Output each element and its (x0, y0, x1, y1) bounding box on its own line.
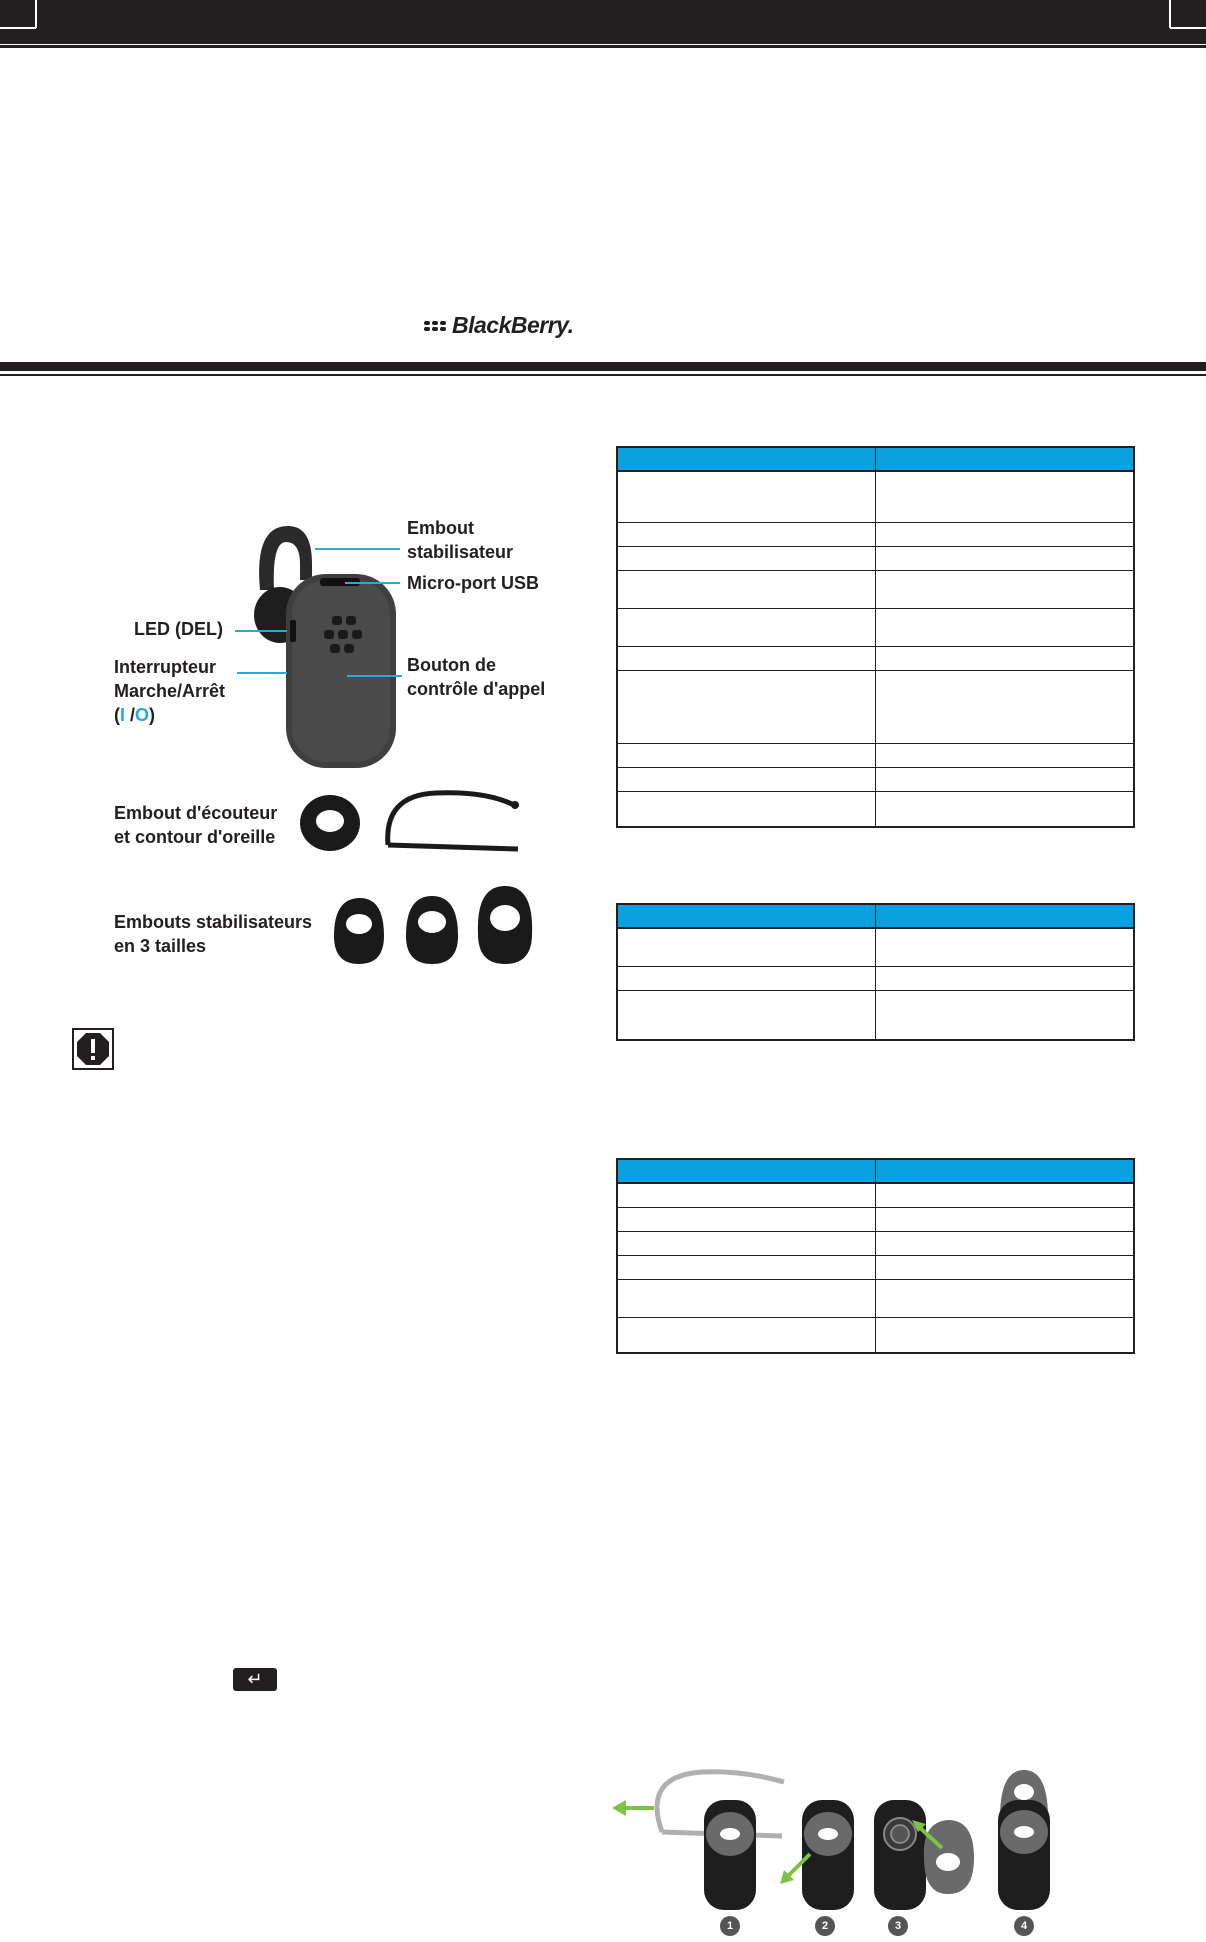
spec-table-2 (616, 903, 1135, 1041)
table-header-cell (876, 904, 1135, 928)
brand-name: BlackBerry. (452, 312, 574, 338)
table-row (617, 1255, 1134, 1279)
label-line: Marche/Arrêt (114, 681, 226, 701)
enter-key-icon: ↵ (233, 1668, 277, 1691)
crop-mark (1170, 27, 1206, 29)
crop-mark (1169, 0, 1171, 28)
table-row (617, 608, 1134, 646)
label-line: contrôle d'appel (407, 679, 546, 699)
step-number-2: 2 (815, 1916, 835, 1936)
crop-mark (0, 27, 36, 29)
label-line: en 3 tailles (114, 936, 207, 956)
table-row (617, 990, 1134, 1040)
section-rule (0, 374, 1206, 376)
table-row (617, 928, 1134, 966)
label-call-button (407, 653, 545, 701)
label-line: Embouts stabilisateurs (114, 912, 313, 932)
crop-mark (35, 0, 37, 28)
table-row (617, 743, 1134, 767)
table-header-cell (876, 1159, 1135, 1183)
label-earpiece (114, 801, 277, 849)
top-bar (0, 0, 1206, 44)
step-number-3: 3 (888, 1916, 908, 1936)
table-row (617, 522, 1134, 546)
table-row (617, 1279, 1134, 1317)
label-usb: Micro-port USB (407, 573, 539, 593)
power-symbols: (I /O) (114, 705, 156, 725)
table-header-cell (876, 447, 1135, 471)
headset-illustration (240, 520, 410, 770)
assembly-steps-illustration (612, 1762, 1062, 1912)
callout-led (235, 630, 287, 632)
label-led: LED (DEL) (134, 619, 223, 639)
label-line: Embout d'écouteur (114, 803, 278, 823)
stabilizer-tips-illustration (328, 884, 538, 966)
callout-switch (237, 672, 287, 674)
table-header-row (617, 904, 1134, 928)
table-row (617, 966, 1134, 990)
label-line: Bouton de (407, 655, 496, 675)
table-header-cell (617, 904, 876, 928)
label-power-switch (114, 655, 225, 727)
table-row (617, 1207, 1134, 1231)
table-header-cell (617, 447, 876, 471)
table-row (617, 767, 1134, 791)
brand-logo (424, 312, 574, 339)
callout-usb (345, 582, 400, 584)
power-on-symbol: I (120, 705, 126, 725)
label-line: stabilisateur (407, 542, 514, 562)
table-header-cell (617, 1159, 876, 1183)
step-number-4: 4 (1014, 1916, 1034, 1936)
table-row (617, 670, 1134, 743)
table-row (617, 471, 1134, 522)
step-number-1: 1 (720, 1916, 740, 1936)
table-row (617, 646, 1134, 670)
label-stabilizer-sizes (114, 910, 312, 958)
callout-call-button (347, 675, 402, 677)
top-rule (0, 45, 1206, 48)
label-line: Interrupteur (114, 657, 217, 677)
callout-stabilizer (315, 548, 400, 550)
table-header-row (617, 1159, 1134, 1183)
table-row (617, 1183, 1134, 1207)
earpiece-and-hook-illustration (296, 785, 526, 860)
blackberry-logo-icon (424, 321, 446, 331)
spec-table-1 (616, 446, 1135, 828)
table-row (617, 791, 1134, 827)
section-bar (0, 362, 1206, 371)
table-row (617, 1231, 1134, 1255)
table-row (617, 546, 1134, 570)
label-stabilizer (407, 516, 513, 564)
table-row (617, 570, 1134, 608)
table-row (617, 1317, 1134, 1353)
label-line: Embout (407, 518, 474, 538)
power-off-symbol: O (135, 705, 150, 725)
label-line: et contour d'oreille (114, 827, 276, 847)
table-header-row (617, 447, 1134, 471)
spec-table-3 (616, 1158, 1135, 1354)
warning-icon (72, 1028, 114, 1070)
